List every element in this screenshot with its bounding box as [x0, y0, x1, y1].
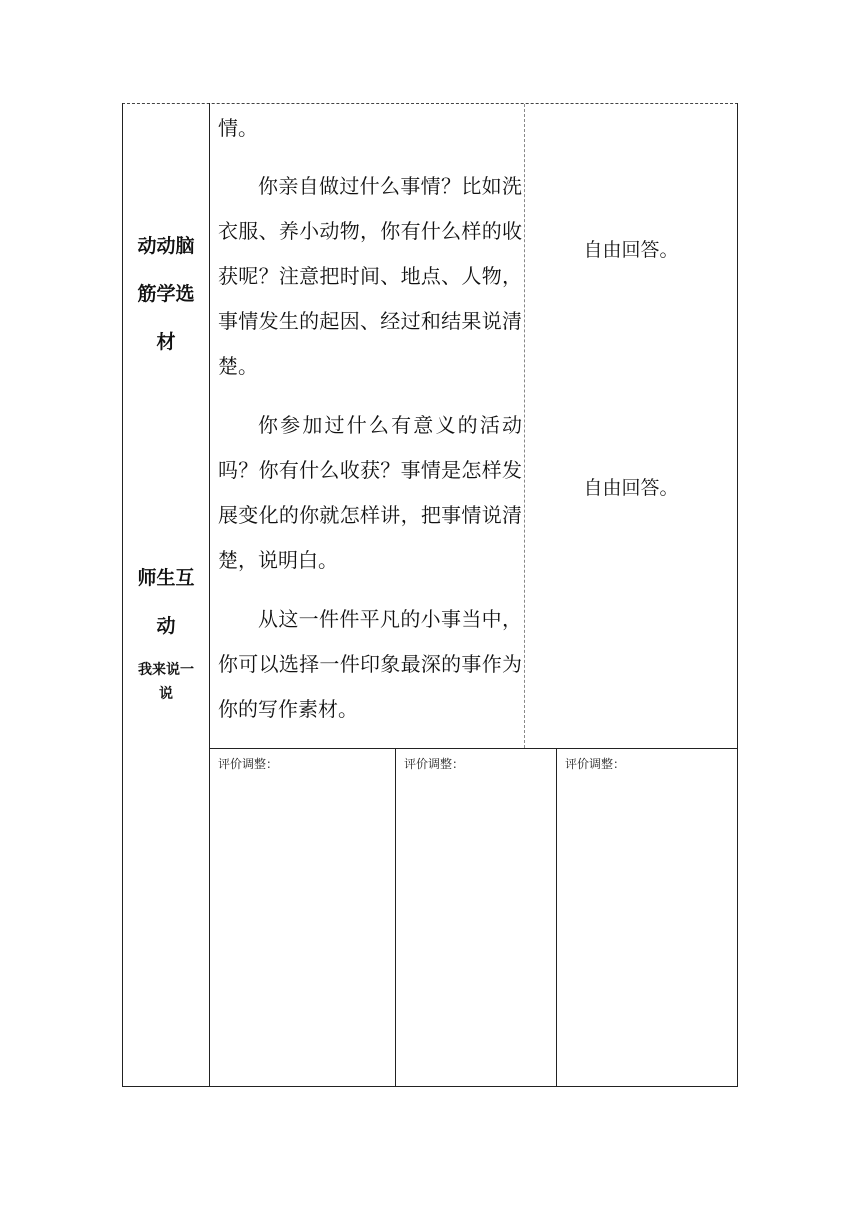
table-right-border	[737, 103, 738, 1087]
evaluation-label-2: 评价调整：	[404, 757, 465, 771]
section-label-line: 材	[156, 331, 176, 353]
evaluation-label-3: 评价调整：	[565, 757, 626, 771]
section-label-line: 动	[156, 615, 176, 637]
section-label-line: 动动脑	[137, 235, 195, 257]
answer-text-1: 自由回答。	[583, 239, 679, 261]
section-label-line: 师生互	[137, 567, 195, 589]
column-divider-right	[524, 104, 525, 748]
evaluation-row-top-border	[209, 748, 738, 749]
section-label-line: 筋学选	[137, 283, 195, 305]
evaluation-label-1: 评价调整：	[218, 757, 279, 771]
paragraph-choose-material: 从这一件件平凡的小事当中，你可以选择一件印象最深的事作为你的写作素材。	[218, 607, 522, 721]
section-sublabel-line: 说	[159, 686, 173, 702]
section-label-interaction	[123, 554, 209, 650]
section-label-brainstorm	[123, 222, 209, 366]
evaluation-divider-2	[556, 748, 557, 1087]
paragraph-activities: 你参加过什么有意义的活动吗？你有什么收获？事情是怎样发展变化的你就怎样讲，把事情说清楚，说明白。	[218, 413, 522, 572]
table-bottom-border	[122, 1086, 738, 1087]
section-sublabel-speak	[123, 658, 209, 706]
paragraph-do-things: 你亲自做过什么事情？比如洗衣服、养小动物，你有什么样的收获呢？注意把时间、地点、人物，事情发生的起因、经过和结果说清楚。	[218, 174, 522, 378]
table-top-border	[122, 103, 738, 104]
evaluation-divider-1	[395, 748, 396, 1087]
paragraph-continuation: 情。	[218, 116, 258, 140]
column-divider-left	[209, 103, 210, 1087]
answer-text-2: 自由回答。	[583, 477, 679, 499]
section-sublabel-line: 我来说一	[138, 662, 194, 678]
